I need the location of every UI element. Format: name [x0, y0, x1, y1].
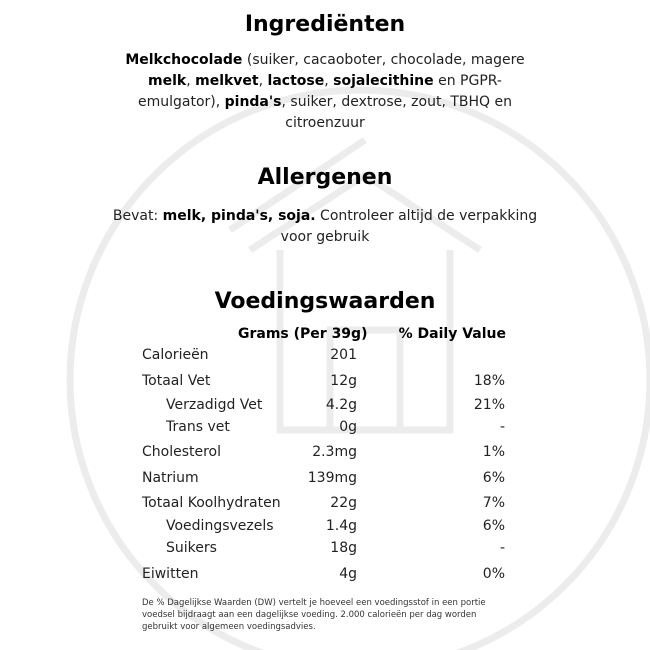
- nutrient-grams: 4g: [339, 566, 357, 582]
- nutrition-row: [0, 495, 650, 517]
- nutrient-label: Trans vet: [166, 419, 230, 435]
- nutrition-row: [0, 397, 650, 419]
- nutrient-label: Eiwitten: [142, 566, 199, 582]
- nutrient-daily-value: 0%: [482, 566, 505, 582]
- nutrient-grams: 4.2g: [325, 397, 357, 413]
- nutrient-daily-value: 1%: [482, 444, 505, 460]
- nutrient-label: Totaal Koolhydraten: [142, 495, 281, 511]
- nutrient-daily-value: 18%: [473, 373, 505, 389]
- nutrition-row: [0, 470, 650, 492]
- column-header-daily-value: % Daily Value: [398, 326, 506, 342]
- nutrition-title: Voedingswaarden: [214, 289, 436, 314]
- allergens-title: Allergenen: [257, 165, 393, 190]
- nutrient-grams: 139mg: [307, 470, 357, 486]
- nutrient-label: Voedingsvezels: [166, 518, 274, 534]
- nutrient-grams: 201: [330, 347, 357, 363]
- nutrient-label: Suikers: [166, 540, 217, 556]
- ingredients-text: Melkchocolade (suiker, cacaoboter, chocolade, magere melk, melkvet, lactose, sojalecithine en PGPR-emulgator), pinda's, suiker, dextrose, zout, TBHQ en citroenzuur: [125, 52, 525, 131]
- nutrition-row: [0, 518, 650, 540]
- nutrient-label: Calorieën: [142, 347, 209, 363]
- nutrient-grams: 12g: [330, 373, 357, 389]
- nutrient-grams: 1.4g: [325, 518, 357, 534]
- nutrient-grams: 2.3mg: [312, 444, 357, 460]
- nutrient-daily-value: 6%: [482, 470, 505, 486]
- nutrition-row: [0, 540, 650, 562]
- daily-value-footnote: De % Dagelijkse Waarden (DW) vertelt je hoeveel een voedingsstof in een portie voedsel bijdraagt aan een dagelijkse voeding. 2.000 calorieën per dag worden gebruikt voor algemeen voedingsadvies.: [142, 598, 486, 632]
- nutrient-label: Verzadigd Vet: [166, 397, 263, 413]
- nutrient-daily-value: 21%: [473, 397, 505, 413]
- ingredients-title: Ingrediënten: [244, 12, 406, 37]
- nutrient-daily-value: 6%: [482, 518, 505, 534]
- nutrient-grams: 0g: [339, 419, 357, 435]
- nutrition-row: [0, 419, 650, 441]
- nutrition-row: [0, 566, 650, 588]
- nutrition-row: [0, 373, 650, 395]
- column-header-grams: Grams (Per 39g): [238, 326, 368, 342]
- nutrient-daily-value: -: [499, 540, 505, 556]
- nutrient-daily-value: 7%: [482, 495, 505, 511]
- nutrient-daily-value: -: [499, 419, 505, 435]
- nutrient-grams: 22g: [330, 495, 357, 511]
- nutrient-label: Cholesterol: [142, 444, 222, 460]
- nutrient-grams: 18g: [330, 540, 357, 556]
- nutrition-row: [0, 347, 650, 369]
- nutrient-label: Totaal Vet: [142, 373, 211, 389]
- nutrition-row: [0, 444, 650, 466]
- allergens-text: Bevat: melk, pinda's, soja. Controleer altijd de verpakking voor gebruik: [112, 208, 538, 245]
- nutrient-label: Natrium: [142, 470, 199, 486]
